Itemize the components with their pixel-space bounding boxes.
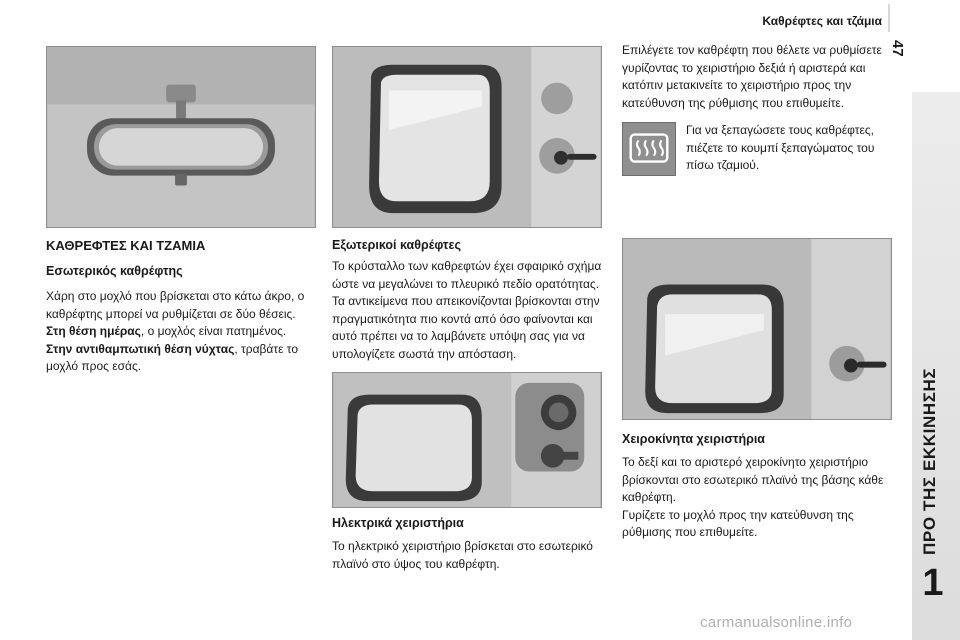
interior-mirror-text: [46, 288, 314, 376]
mirror-select-text: Επιλέγετε τον καθρέφτη που θέλετε να ρυθμίσετε γυρίζοντας το χειριστήριο δεξιά ή αριστερά και κατόπιν μετακινείτε το χειριστήριο προς την κατεύθυνση της ρύθμισης που επιθυμείτε.: [622, 43, 882, 110]
night-position-text: , τραβάτε το μοχλό προς εσάς.: [46, 341, 299, 373]
night-position-label: Στην αντιθαμπωτική θέση νύχτας: [46, 341, 235, 356]
manual-controls-text: Το δεξί και το αριστερό χειροκίνητο χειριστήριο βρίσκονται στο εσωτερικό πλαϊνό της βάσης κάθε καθρέφτη. Γυρίζετε το μοχλό προς την κατεύθυνση της ρύθμισης που επιθυμείτε.: [622, 455, 884, 539]
exterior-mirrors-heading: Εξωτερικοί καθρέφτες: [332, 238, 461, 252]
exterior-mirror-photo: [332, 46, 602, 228]
page-number: 47: [889, 40, 906, 57]
defrost-text: Για να ξεπαγώσετε τους καθρέφτες, πιέζετε το κουμπί ξεπαγώματος του πίσω τζαμιού.: [686, 123, 875, 172]
running-header: Καθρέφτες και τζάμια: [762, 14, 882, 28]
interior-mirror-photo: [46, 46, 316, 228]
exterior-mirror-illustration: [333, 47, 601, 227]
manual-controls-heading: Χειροκίνητα χειριστήρια: [622, 432, 765, 446]
manual-control-illustration: [623, 239, 891, 419]
chapter-number: 1: [922, 562, 944, 604]
rear-defrost-button: [622, 122, 676, 176]
interior-mirror-illustration: [47, 47, 315, 227]
day-position-label: Στη θέση ημέρας: [46, 324, 141, 338]
electric-controls-heading: Ηλεκτρικά χειριστήρια: [332, 516, 464, 530]
electric-controls-text: Το ηλεκτρικό χειριστήριο βρίσκεται στο εσωτερικό πλαϊνό στο ύψος του καθρέφτη.: [332, 539, 593, 571]
header-divider: [888, 4, 890, 32]
chapter-title: ΠΡΟ ΤΗΣ ΕΚΚΙΝΗΣΗΣ: [920, 367, 939, 555]
section-title: ΚΑΘΡΕΦΤΕΣ ΚΑΙ ΤΖΑΜΙΑ: [46, 238, 206, 253]
day-position-text: , ο μοχλός είναι πατημένος.: [140, 324, 287, 338]
interior-mirror-heading: Εσωτερικός καθρέφτης: [46, 264, 183, 278]
interior-mirror-intro: Χάρη στο μοχλό που βρίσκεται στο κάτω άκρο, ο καθρέφτης μπορεί να ρυθμίζεται σε δύο θέσεις.: [46, 289, 305, 321]
exterior-mirrors-text: Το κρύσταλλο των καθρεφτών έχει σφαιρικό σχήμα ώστε να μεγαλώνει το πλευρικό πεδίο ορατότητας. Τα αντικείμενα που απεικονίζονται βρίσκονται στην πραγματικότητα πιο κοντά από όσο φαίνονται και αυτό πρέπει να το λαμβάνετε υπόψη σας για να υπολογίζετε σωστά την απόσταση.: [332, 259, 602, 361]
manual-control-photo: [622, 238, 892, 420]
watermark: carmanualsonline.info: [700, 614, 853, 631]
electric-control-photo: [332, 372, 602, 508]
rear-defrost-icon: [623, 123, 675, 175]
electric-control-illustration: [333, 373, 601, 507]
